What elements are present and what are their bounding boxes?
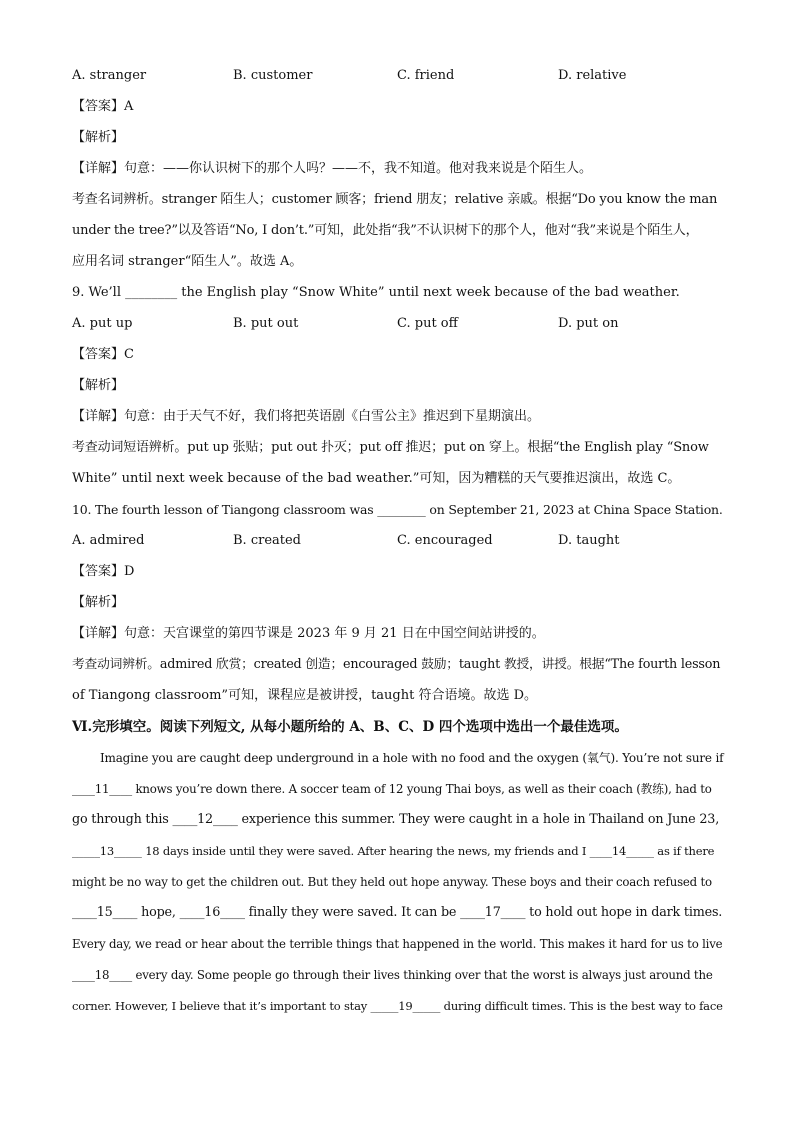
q10-option-c: C. encouraged: [397, 533, 493, 548]
q9-option-a: A. put up: [72, 316, 133, 331]
section-title: Ⅵ.完形填空。阅读下列短文, 从每小题所给的 A、B、C、D 四个选项中选出一个最佳选项。: [72, 719, 628, 735]
q9-answer: 【答案】C: [72, 347, 134, 362]
q8-analysis-label: 【解析】: [72, 130, 125, 145]
q10-answer: 【答案】D: [72, 564, 135, 579]
q10-detail: 【详解】句意：天宫课堂的第四节课是 2023 年 9 月 21 日在中国空间站讲授的。: [72, 626, 545, 641]
q10-explain-line: 考查动词辨析。admired 欣赏；created 创造；encouraged 鼓励；taught 教授，讲授。根据“The fourth lesson: [72, 657, 721, 672]
q8-option-b: B. customer: [233, 68, 313, 83]
q8-explain-line: under the tree?”以及答语“No, I don’t.”可知，此处指“我”不认识树下的那个人，他对“我”来说是个陌生人，: [72, 223, 699, 238]
passage-line: Imagine you are caught deep underground in a hole with no food and the oxygen (氧气). You’re not sure if: [100, 751, 724, 765]
q9-option-c: C. put off: [397, 316, 458, 331]
q10-option-a: A. admired: [72, 533, 145, 548]
q8-explain-line: 考查名词辨析。stranger 陌生人；customer 顾客；friend 朋友；relative 亲戚。根据“Do you know the man: [72, 192, 718, 207]
q9-analysis-label: 【解析】: [72, 378, 125, 393]
q8-option-c: C. friend: [397, 68, 455, 83]
passage-line: _____13_____ 18 days inside until they were saved. After hearing the news, my friends and I ____14_____ as if there: [72, 844, 715, 858]
q8-option-a: A. stranger: [72, 68, 147, 83]
q8-detail: 【详解】句意：——你认识树下的那个人吗？——不，我不知道。他对我来说是个陌生人。: [72, 161, 593, 176]
q8-explain-line: 应用名词 stranger“陌生人”。故选 A。: [72, 254, 303, 269]
q9-option-d: D. put on: [558, 316, 619, 331]
q10-options: [72, 527, 724, 558]
q8-option-d: D. relative: [558, 68, 627, 83]
q9-options: [72, 310, 724, 341]
document-page: [72, 62, 724, 1023]
q10-explain-line: of Tiangong classroom”可知，课程应是被讲授，taught 符合语境。故选 D。: [72, 688, 538, 703]
passage-line: ____11____ knows you’re down there. A soccer team of 12 young Thai boys, as well as their coach (教练), had to: [72, 782, 712, 796]
q10-option-b: B. created: [233, 533, 301, 548]
q8-answer: 【答案】A: [72, 99, 134, 114]
q10-analysis-label: 【解析】: [72, 595, 125, 610]
q10-option-d: D. taught: [558, 533, 620, 548]
q9-explain-line: White” until next week because of the bad weather.”可知，因为糟糕的天气要推迟演出，故选 C。: [72, 471, 681, 486]
q9-stem: 9. We’ll ________ the English play “Snow White” until next week because of the bad weather.: [72, 285, 680, 300]
passage-line: might be no way to get the children out. But they held out hope anyway. These boys and their coach refused to: [72, 875, 712, 889]
passage-line: corner. However, I believe that it’s important to stay _____19_____ during difficult times. This is the best way to face: [72, 999, 723, 1013]
q9-explain-line: 考查动词短语辨析。put up 张贴；put out 扑灭；put off 推迟；put on 穿上。根据“the English play “Snow: [72, 440, 709, 455]
passage-line: Every day, we read or hear about the terrible things that happened in the world. This makes it hard for us to live: [72, 937, 723, 951]
passage-line: go through this ____12____ experience this summer. They were caught in a hole in Thailand on June 23,: [72, 812, 720, 827]
q10-stem: 10. The fourth lesson of Tiangong classroom was ________ on September 21, 2023 at China Space Station.: [72, 502, 723, 517]
passage-line: ____15____ hope, ____16____ finally they were saved. It can be ____17____ to hold out hope in dark times.: [72, 905, 723, 920]
passage-line: ____18____ every day. Some people go through their lives thinking over that the worst is always just around the: [72, 968, 713, 982]
q8-options: [72, 62, 724, 93]
q9-detail: 【详解】句意：由于天气不好，我们将把英语剧《白雪公主》推迟到下星期演出。: [72, 409, 541, 424]
q9-option-b: B. put out: [233, 316, 299, 331]
